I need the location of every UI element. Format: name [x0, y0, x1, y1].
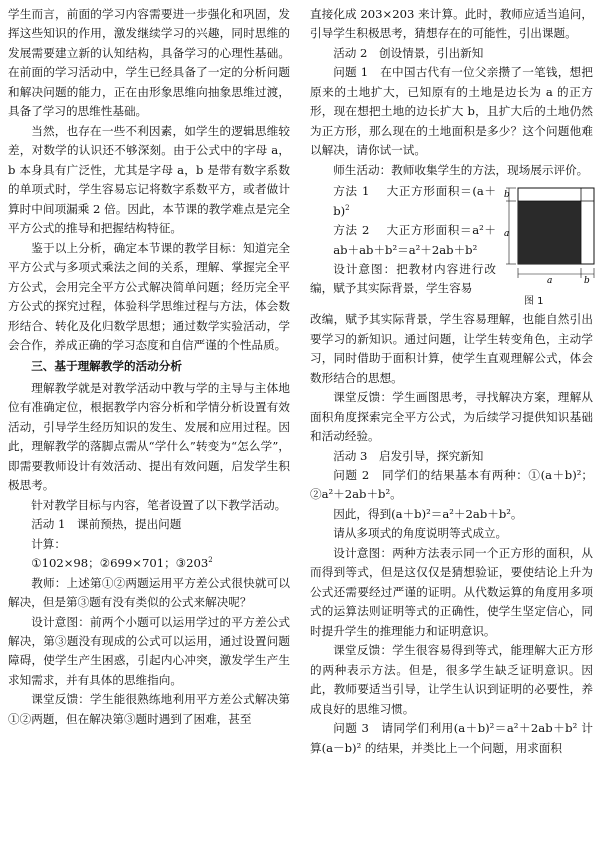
left-paragraph-7: 设计意图：前两个小题可以运用学过的平方差公式解决，第③题没有现成的公式可以运用，通过设置问题障碍，使学生产生困惑，引起内心冲突，激发学生产生求知需求，并有具体的思维指向。 — [8, 614, 290, 687]
left-paragraph-1: 学生而言，前面的学习内容需要进一步强化和巩固，发挥这些知识的作用，激发继续学习的兴趣，同时思维的发展需要建立新的认知结构，具备学习的心理性基础。在前面的学习活动中，学生已经具备了一定的分析问题和解决问题的能力，正在由形象思维向抽象思维过渡，具备了学习的思维性基础。 — [8, 7, 290, 119]
question-1: 问题 1 在中国古代有一位父亲攒了一笔钱，想把原来的土地扩大，已知原有的土地是边长为 a 的正方形，现在想把土地的边长扩大 b，且扩大后的土地仍然为正方形，那么现在的土地面积是多少？这个问题他难以解决，请你试一试。 — [310, 65, 593, 158]
right-paragraph-1: 直接化成 203×203 来计算。此时，教师应适当追问，引导学生积极思考，猜想存在的可能性，引出课题。 — [310, 7, 593, 41]
right-paragraph-8: 课堂反馈：学生很容易得到等式，能理解大正方形的两种表示方法。但是，很多学生缺乏证明意识。因此，教师要适当引导，让学生认识到证明的必要性，养成良好的思维习惯。 — [310, 643, 593, 716]
left-paragraph-6: 教师：上述第①②两题运用平方差公式很快就可以解决，但是第③题有没有类似的公式来解决呢？ — [8, 575, 290, 610]
left-paragraph-4: 理解教学就是对教学活动中教与学的主导与主体地位有准确定位，根据教学内容分析和学情分析设置有效活动，引导学生经历知识的发生、发展和应用过程。因此，理解教学的落脚点需从“学什么”转变为“怎么学”，即需要教师设计有效活动、提出有效问题，启发学生积极思考。 — [8, 380, 290, 493]
method-1: 方法 1 大正方形面积$=(a+b)^2$ — [333, 184, 496, 218]
method-1-text: 方法 1 大正方形面积＝(a＋b) — [333, 184, 496, 218]
label-b-left: b — [504, 190, 510, 201]
figure-caption: 图 1 — [524, 296, 544, 308]
label-a-bottom: a — [547, 276, 553, 287]
activity-1-heading: 活动 1 课前预热，提出问题 — [31, 517, 182, 532]
label-b-bottom: b — [584, 276, 590, 287]
right-paragraph-2: 师生活动：教师收集学生的方法，现场展示评价。 — [333, 162, 589, 177]
left-paragraph-8: 课堂反馈：学生能很熟练地利用平方差公式解决第①②两题，但在解决第③题时遇到了困难，甚至 — [8, 692, 290, 726]
question-3: 问题 3 请同学们利用(a＋b)²＝a²＋2ab＋b² 计算(a－b)² 的结果，并类比上一个问题，用求面积 — [310, 721, 593, 755]
method-figure-block — [310, 182, 593, 306]
calc-items-text: ①102×98；②699×701；③203 — [31, 556, 209, 571]
design-intent-start: 设计意图：把教材内容进行改编，赋予其实际背景，学生容易 — [310, 262, 496, 295]
right-paragraph-5: 因此，得到(a＋b)²＝a²＋2ab＋b²。 — [333, 506, 523, 521]
label-a-left: a — [504, 229, 510, 240]
calc-label: 计算： — [31, 536, 66, 551]
method-2: 方法 2 大正方形面积＝a²＋ab＋ab＋b²＝a²＋2ab＋b² — [333, 223, 496, 257]
design-intent-rest: 改编，赋予其实际背景，学生容易理解，也能自然引出要学习的新知识。通过问题，让学生转变角色，主动学习，同时借助于面积计算，使学生直观理解公式，体会数形结合的思想。 — [310, 312, 593, 385]
left-column — [8, 5, 290, 729]
method-text — [310, 182, 496, 297]
activity-2-heading: 活动 2 创设情景，引出新知 — [333, 45, 484, 60]
right-paragraph-4: 课堂反馈：学生画图思考，寻找解决方案，理解从面积角度探索完全平方公式，为后续学习提供知识基础和活动经验。 — [310, 390, 593, 444]
inner-square-a — [518, 201, 581, 264]
square-area-figure — [504, 182, 596, 300]
calc-exponent: 2 — [208, 556, 213, 565]
activity-3-heading: 活动 3 启发引导，探究新知 — [333, 448, 484, 463]
question-2: 问题 2 同学们的结果基本有两种：①(a＋b)²；②a²＋2ab＋b²。 — [310, 467, 593, 502]
left-paragraph-2: 当然，也存在一些不利因素，如学生的逻辑思维较差，对数学的认识还不够深刻。由于公式中的字母 a，b 本身具有广泛性，尤其是字母 a，b 是带有数字系数的单项式时，学生容易忘记将数字系数平方，或者做计算时中间项漏乘 2 倍。因此，本节课的教学难点是完全平方公式的推导和把握结构特征。 — [8, 123, 290, 236]
calc-items — [31, 554, 290, 573]
right-paragraph-7: 设计意图：两种方法表示同一个正方形的面积，从而得到等式，但是这仅仅是猜想验证，要使结论上升为公式还需要经过严谨的证明。从代数运算的角度用多项式的运算法则证明等式的正确性，使学生坚定信心，同时提升学生的推理能力和证明意识。 — [310, 545, 593, 638]
right-column — [310, 5, 593, 758]
left-paragraph-5: 针对教学目标与内容，笔者设置了以下教学活动。 — [31, 497, 287, 512]
right-paragraph-6: 请从多项式的角度说明等式成立。 — [333, 526, 508, 541]
left-paragraph-3: 鉴于以上分析，确定本节课的教学目标：知道完全平方公式与多项式乘法之间的关系，理解、掌握完全平方公式，会用完全平方公式解决简单问题；经历完全平方公式的探究过程，体验科学思维过程与方法，体会数形结合、转化及化归数学思想；通过数学实验活动，学会合作，养成正确的学习态度和自信严谨的个性品质。 — [8, 240, 290, 352]
section-heading-3: 三、基于理解教学的活动分析 — [31, 359, 182, 374]
